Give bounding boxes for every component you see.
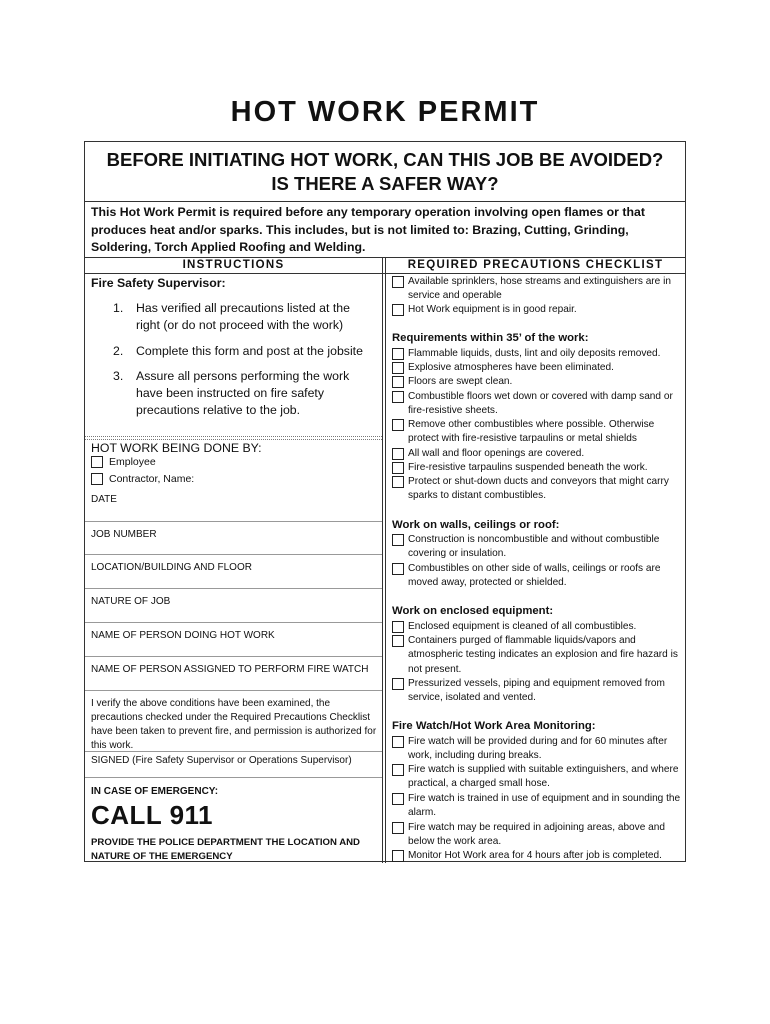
- call-911-text: CALL 911: [91, 800, 214, 830]
- permit-form: [84, 141, 686, 862]
- divider: [85, 436, 382, 437]
- divider: [85, 777, 382, 778]
- date-field[interactable]: DATE: [91, 494, 117, 505]
- checklist-item-text: Construction is noncombustible and without combustible covering or insulation.: [408, 534, 660, 560]
- column-divider: [382, 257, 386, 863]
- checklist-checkbox[interactable]: [392, 362, 404, 374]
- checklist-item[interactable]: [392, 275, 683, 304]
- divider: [85, 656, 382, 657]
- checklist-checkbox[interactable]: [392, 304, 404, 316]
- checklist-checkbox[interactable]: [392, 678, 404, 690]
- checklist-checkbox[interactable]: [392, 476, 404, 488]
- employee-option[interactable]: [91, 456, 156, 468]
- checklist-item[interactable]: [392, 634, 683, 677]
- employee-label: Employee: [109, 456, 156, 468]
- step-text: Has verified all precautions listed at the right (or do not proceed with the work): [136, 301, 350, 332]
- checklist-item-text: Remove other combustibles where possible. Otherwise protect with fire-resistive tarpaulins or metal shields: [408, 419, 655, 445]
- enclosed-heading: Work on enclosed equipment:: [392, 605, 554, 617]
- checklist-item[interactable]: [392, 390, 683, 419]
- checklist-checkbox[interactable]: [392, 764, 404, 776]
- fire-watch-heading: Fire Watch/Hot Work Area Monitoring:: [392, 720, 596, 732]
- checklist-item-text: Enclosed equipment is cleaned of all combustibles.: [408, 621, 637, 632]
- fire-watch-person-field[interactable]: NAME OF PERSON ASSIGNED TO PERFORM FIRE WATCH: [91, 664, 369, 675]
- step-number: 2.: [113, 344, 124, 358]
- checklist-checkbox[interactable]: [392, 448, 404, 460]
- checklist-checkbox[interactable]: [392, 621, 404, 633]
- checklist-checkbox[interactable]: [392, 419, 404, 431]
- divider: [85, 439, 382, 440]
- checklist-checkbox[interactable]: [392, 850, 404, 862]
- checklist-item-text: Fire-resistive tarpaulins suspended beneath the work.: [408, 462, 648, 473]
- step-number: 1.: [113, 301, 124, 315]
- checklist-item-text: Fire watch is supplied with suitable extinguishers, and where practical, a charged small hose.: [408, 764, 679, 790]
- divider: [85, 690, 382, 691]
- page-title: HOT WORK PERMIT: [230, 96, 540, 128]
- checklist-item-text: Explosive atmospheres have been eliminated.: [408, 362, 614, 373]
- location-field[interactable]: LOCATION/BUILDING AND FLOOR: [91, 562, 252, 573]
- checklist-item[interactable]: [392, 461, 683, 475]
- hot-work-by-title: HOT WORK BEING DONE BY:: [91, 441, 262, 455]
- checklist-item-text: Fire watch will be provided during and for 60 minutes after work, including during breaks.: [408, 736, 668, 762]
- signature-field[interactable]: SIGNED (Fire Safety Supervisor or Operations Supervisor): [91, 755, 352, 766]
- step-text: Assure all persons performing the work have been instructed on fire safety precautions relative to the job.: [136, 369, 350, 417]
- job-number-field[interactable]: JOB NUMBER: [91, 529, 157, 540]
- step-text: Complete this form and post at the jobsite: [136, 344, 363, 358]
- checklist-item-text: Combustible floors wet down or covered with damp sand or fire-resistive sheets.: [408, 391, 673, 417]
- checklist-item-text: All wall and floor openings are covered.: [408, 448, 585, 459]
- avoid-question-box: [85, 142, 685, 202]
- checklist-item-text: Combustibles on other side of walls, ceilings or roofs are moved away, protected or shielded.: [408, 563, 661, 589]
- checklist-item[interactable]: [392, 447, 683, 461]
- checklist-item[interactable]: [392, 763, 683, 792]
- step-number: 3.: [113, 369, 124, 383]
- safer-way-question: IS THERE A SAFER WAY?: [271, 173, 499, 194]
- checklist-heading: REQUIRED PRECAUTIONS CHECKLIST: [407, 259, 664, 271]
- checklist-checkbox[interactable]: [392, 462, 404, 474]
- checklist-checkbox[interactable]: [392, 391, 404, 403]
- divider: [85, 554, 382, 555]
- checklist-item[interactable]: [392, 821, 683, 850]
- checklist-item[interactable]: [392, 620, 683, 634]
- contractor-checkbox[interactable]: [91, 473, 103, 485]
- checklist-item-text: Pressurized vessels, piping and equipment removed from service, isolated and vented.: [408, 678, 665, 704]
- checklist-item[interactable]: [392, 475, 683, 504]
- checklist-checkbox[interactable]: [392, 276, 404, 288]
- checklist-item[interactable]: [392, 303, 683, 317]
- checklist-checkbox[interactable]: [392, 534, 404, 546]
- checklist-checkbox[interactable]: [392, 635, 404, 647]
- intro-text: This Hot Work Permit is required before any temporary operation involving open flames or that produces heat and/or sparks. This includes, but is not limited to: Brazing, Cutting, Grinding, Soldering, Torch Applied Roofing and Welding.: [91, 205, 645, 254]
- avoid-question: BEFORE INITIATING HOT WORK, CAN THIS JOB BE AVOIDED?: [106, 149, 664, 170]
- emergency-note: PROVIDE THE POLICE DEPARTMENT THE LOCATION AND NATURE OF THE EMERGENCY: [91, 837, 360, 862]
- walls-heading: Work on walls, ceilings or roof:: [392, 519, 560, 531]
- checklist-item-text: Floors are swept clean.: [408, 376, 513, 387]
- checklist-item-text: Hot Work equipment is in good repair.: [408, 304, 577, 315]
- divider: [85, 751, 382, 752]
- checklist-checkbox[interactable]: [392, 348, 404, 360]
- checklist-item[interactable]: [392, 533, 683, 562]
- contractor-option[interactable]: [91, 473, 194, 485]
- checklist-checkbox[interactable]: [392, 376, 404, 388]
- divider: [85, 588, 382, 589]
- instructions-heading: INSTRUCTIONS: [182, 259, 285, 271]
- checklist-item-text: Available sprinklers, hose streams and extinguishers are in service and operable: [408, 276, 671, 302]
- within-35-heading: Requirements within 35’ of the work:: [392, 332, 589, 344]
- checklist-item[interactable]: [392, 375, 683, 389]
- checklist-item-text: Fire watch may be required in adjoining areas, above and below the work area.: [408, 822, 665, 848]
- checklist-item[interactable]: [392, 735, 683, 764]
- checklist-item[interactable]: [392, 792, 683, 821]
- person-doing-hot-work-field[interactable]: NAME OF PERSON DOING HOT WORK: [91, 630, 275, 641]
- verification-statement: I verify the above conditions have been examined, the precautions checked under the Required Precautions Checklist have been taken to prevent fire, and permission is authorized for this work.: [91, 698, 377, 751]
- contractor-label: Contractor, Name:: [109, 473, 195, 485]
- nature-of-job-field[interactable]: NATURE OF JOB: [91, 596, 171, 607]
- checklist-item-text: Fire watch is trained in use of equipment and in sounding the alarm.: [408, 793, 681, 819]
- checklist-item-text: Monitor Hot Work area for 4 hours after job is completed.: [408, 850, 662, 861]
- checklist-checkbox[interactable]: [392, 793, 404, 805]
- checklist-item[interactable]: [392, 361, 683, 375]
- checklist-item[interactable]: [392, 849, 683, 863]
- checklist-item[interactable]: [392, 677, 683, 706]
- employee-checkbox[interactable]: [91, 456, 103, 468]
- divider: [85, 521, 382, 522]
- checklist-item-text: Protect or shut-down ducts and conveyors that might carry sparks to distant combustibles.: [408, 476, 669, 502]
- divider: [85, 622, 382, 623]
- checklist-item[interactable]: [392, 418, 683, 447]
- checklist-item-text: Flammable liquids, dusts, lint and oily deposits removed.: [408, 348, 661, 359]
- checklist-checkbox[interactable]: [392, 563, 404, 575]
- fire-safety-supervisor-heading: Fire Safety Supervisor:: [91, 276, 226, 290]
- checklist-item-text: Containers purged of flammable liquids/vapors and atmospheric testing indicates an explosion and fire hazard is not present.: [408, 635, 678, 675]
- emergency-heading: IN CASE OF EMERGENCY:: [91, 786, 219, 797]
- checklist-item[interactable]: [392, 347, 683, 361]
- checklist-checkbox[interactable]: [392, 822, 404, 834]
- checklist-checkbox[interactable]: [392, 736, 404, 748]
- checklist-item[interactable]: [392, 562, 683, 591]
